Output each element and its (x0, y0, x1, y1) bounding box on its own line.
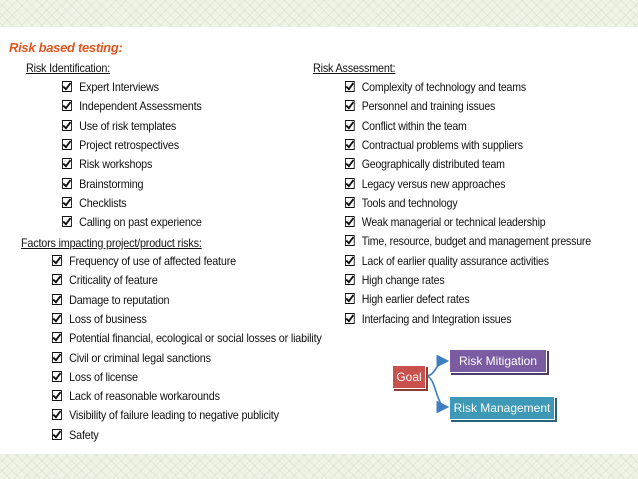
list-item-label: Calling on past experience (79, 215, 202, 230)
list-item (345, 80, 526, 94)
checkbox-icon (52, 255, 62, 266)
list-item (62, 99, 202, 113)
list-item (345, 119, 467, 133)
list-item-label: Tools and technology (361, 195, 458, 210)
list-item-label: Damage to reputation (69, 292, 170, 307)
checkbox-icon (345, 313, 355, 324)
goal-box: Goal (392, 365, 426, 389)
checkbox-icon (345, 235, 355, 246)
checkbox-icon (345, 197, 355, 208)
list-item-label: Time, resource, budget and management pressure (361, 234, 591, 249)
list-item-label: Complexity of technology and teams (361, 80, 526, 94)
list-item-label: Civil or criminal legal sanctions (69, 350, 211, 365)
list-item-label: Project retrospectives (79, 137, 179, 152)
list-item (345, 99, 495, 113)
list-item-label: Loss of license (69, 369, 138, 384)
list-item (52, 254, 236, 268)
list-item (62, 157, 152, 171)
list-item (345, 234, 591, 248)
list-item (52, 370, 138, 384)
list-item (345, 254, 549, 268)
list-item-label: Lack of reasonable workarounds (69, 389, 220, 404)
list-item (52, 389, 220, 403)
checkbox-icon (345, 255, 355, 266)
list-item-label: Expert Interviews (79, 80, 159, 94)
checkbox-icon (52, 294, 62, 305)
assessment-heading: Risk Assessment: (313, 61, 396, 75)
list-item (345, 196, 457, 210)
list-item-label: Loss of business (69, 311, 147, 326)
risk-mitigation-box: Risk Mitigation (449, 349, 547, 373)
list-item (62, 177, 143, 191)
checkbox-icon (345, 178, 355, 189)
list-item (345, 215, 545, 229)
checkbox-icon (62, 197, 72, 208)
checkbox-icon (345, 81, 355, 92)
list-item (52, 273, 158, 287)
risk-management-box: Risk Management (449, 396, 555, 420)
checkbox-icon (345, 158, 355, 169)
list-item (345, 138, 523, 152)
list-item (345, 312, 511, 326)
list-item-label: Potential financial, ecological or social losses or liability (69, 331, 322, 346)
checkbox-icon (345, 100, 355, 111)
factors-heading: Factors impacting project/product risks: (21, 236, 202, 250)
list-item (52, 428, 99, 442)
list-item-label: Geographically distributed team (361, 157, 505, 172)
checkbox-icon (62, 100, 72, 111)
list-item-label: Risk workshops (79, 157, 153, 172)
list-item (52, 331, 322, 345)
list-item-label: Checklists (79, 195, 127, 210)
checkbox-icon (52, 313, 62, 324)
list-item (345, 292, 469, 306)
list-item (52, 408, 279, 422)
list-item-label: Use of risk templates (79, 118, 177, 133)
list-item (345, 273, 444, 287)
list-item (345, 177, 505, 191)
list-item-label: High change rates (361, 273, 445, 287)
list-item-label: Contractual problems with suppliers (361, 137, 523, 152)
list-item-label: Legacy versus new approaches (361, 176, 506, 191)
checkbox-icon (52, 352, 62, 363)
checkbox-icon (345, 120, 355, 131)
checkbox-icon (345, 274, 355, 285)
checkbox-icon (62, 178, 72, 189)
checkbox-icon (52, 409, 62, 420)
list-item-label: Interfacing and Integration issues (361, 311, 512, 326)
checkbox-icon (62, 81, 72, 92)
checkbox-icon (62, 139, 72, 150)
checkbox-icon (62, 120, 72, 131)
slide-title: Risk based testing: (9, 40, 123, 55)
list-item (52, 351, 211, 365)
list-item-label: Weak managerial or technical leadership (361, 215, 546, 230)
list-item-label: High earlier defect rates (361, 292, 470, 307)
list-item (62, 196, 127, 210)
checkbox-icon (345, 216, 355, 227)
list-item-label: Personnel and training issues (361, 99, 496, 114)
list-item (345, 157, 505, 171)
checkbox-icon (62, 158, 72, 169)
list-item-label: Frequency of use of affected feature (69, 254, 236, 268)
list-item-label: Safety (69, 427, 99, 442)
list-item (62, 138, 179, 152)
list-item-label: Conflict within the team (361, 118, 467, 133)
list-item-label: Criticality of feature (69, 273, 158, 288)
list-item (62, 119, 176, 133)
list-item-label: Lack of earlier quality assurance activities (361, 253, 549, 268)
checkbox-icon (345, 139, 355, 150)
checkbox-icon (62, 216, 72, 227)
identification-heading: Risk Identification: (26, 61, 111, 75)
list-item-label: Independent Assessments (79, 99, 202, 114)
list-item-label: Brainstorming (79, 176, 144, 191)
list-item (62, 215, 202, 229)
checkbox-icon (52, 390, 62, 401)
checkbox-icon (52, 274, 62, 285)
checkbox-icon (52, 332, 62, 343)
checkbox-icon (345, 293, 355, 304)
list-item (52, 312, 147, 326)
checkbox-icon (52, 371, 62, 382)
list-item-label: Visibility of failure leading to negative publicity (69, 408, 279, 423)
checkbox-icon (52, 429, 62, 440)
list-item (62, 80, 159, 94)
list-item (52, 293, 169, 307)
